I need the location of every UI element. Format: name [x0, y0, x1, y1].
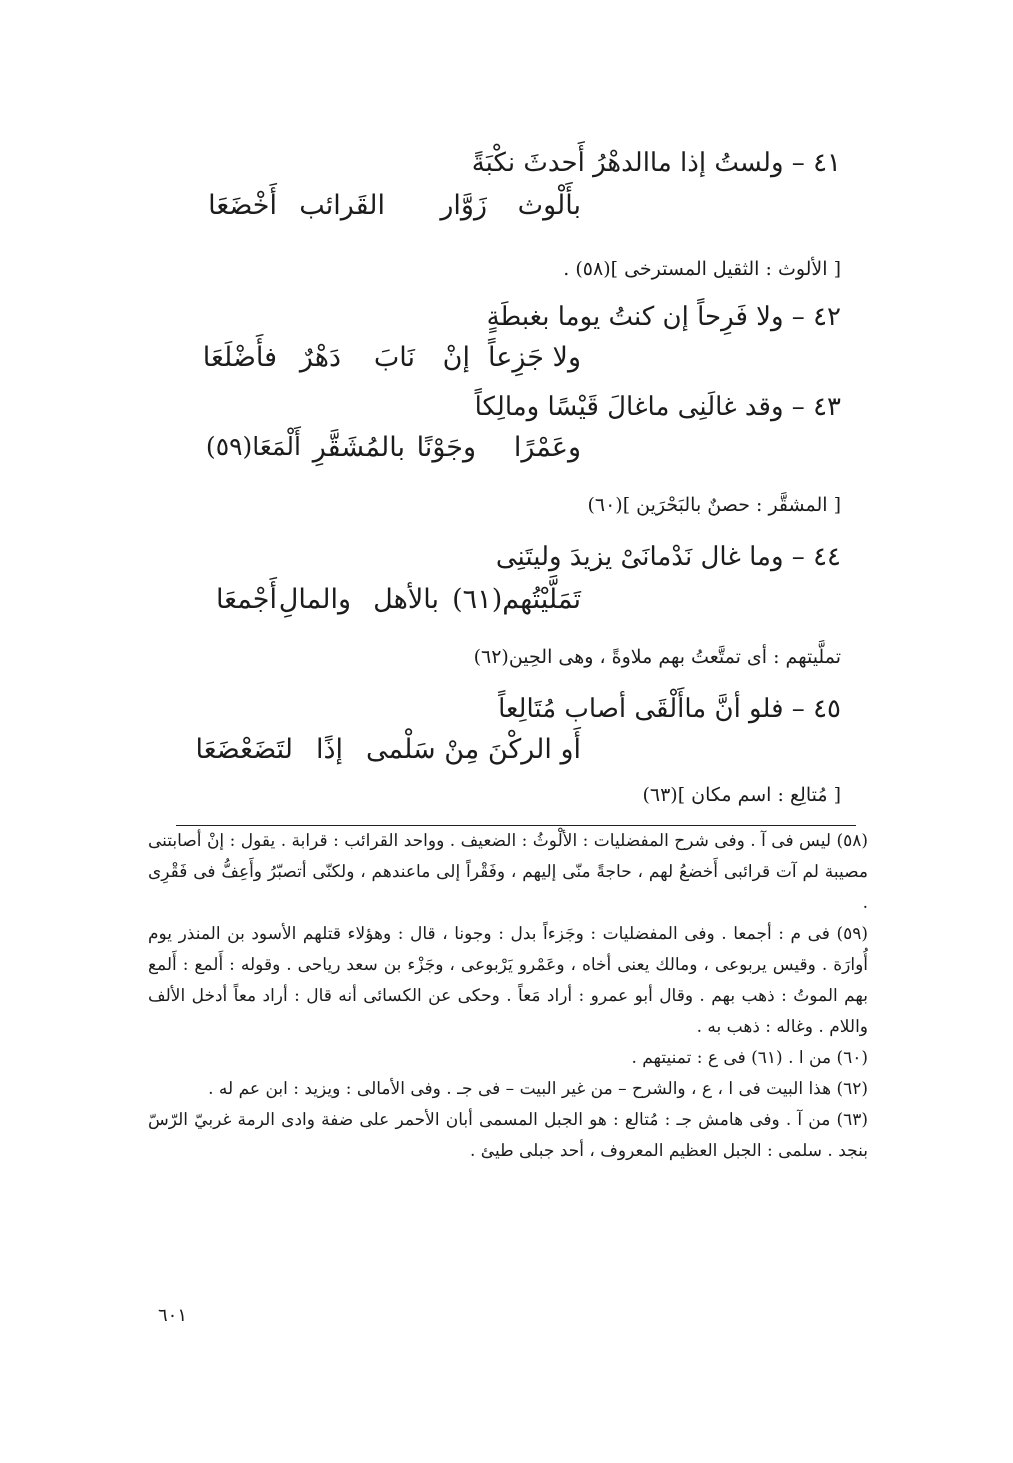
- verse-42-word: دَهْرٌ: [299, 342, 341, 373]
- footnote-60-61: (٦٠) من ا . (٦١) فى ع : تمنيتهم .: [631, 1048, 868, 1068]
- verse-42-first-hemistich: ٤٢ – ولا فَرِحاً إن كنتُ يوما بغبطَةٍ: [486, 302, 841, 332]
- verse-42-word: ولا جَزِعاً: [488, 342, 581, 373]
- verse-45-word: لتَضَعْضَعَا: [195, 734, 293, 765]
- verse-44-word: أَجْمعَا: [215, 584, 277, 615]
- page-number: ٦٠١: [158, 1305, 188, 1326]
- footnotes: [148, 826, 868, 1167]
- verse-41-word: القَرائب: [299, 190, 385, 221]
- verse-43-first-hemistich: ٤٣ – وقد غالَنِى ماغالَ قَيْسًا ومالِكاً: [474, 392, 841, 422]
- verse-43-word: وعَمْرًا: [513, 432, 581, 463]
- gloss-63: [ مُتالِع : اسم مكان ](٦٣): [642, 784, 841, 806]
- verse-44-word: والمالِ: [278, 584, 351, 615]
- verse-41-word: بأَلْوث: [517, 190, 581, 221]
- verse-44-word: بالأهل: [373, 584, 439, 615]
- footnote-63: (٦٣) من آ . وفى هامش جـ : مُتالع : هو الجبل المسمى أبان الأحمر على ضفة وادى الرمة غربيّ الرّسّ بنجد . سلمى : الجبل العظيم المعروف ، أحد جبلى طيئ .: [148, 1110, 868, 1161]
- verse-44-word: تَمَلَّيْتُهم(٦١): [452, 584, 581, 615]
- footnote-59: (٥٩) فى م : أجمعا . وفى المفضليات : وجَزءاً بدل : وجونا ، قال : وهؤلاء قتلهم الأسود بن المنذر يوم أُوارَة . وقيس يربوعى ، ومالك يعنى أخاه ، وعَمْرو يَرْبوعى ، وجَزْء بن سعد رياحى . وقوله : أَلمع : أَلمع بهم الموتُ : ذهب بهم . وقال أبو عمرو : أراد مَعاً . وحكى عن الكسائى أنه قال : أراد معاً أدخل الألف واللام . وغاله : ذهب به .: [148, 924, 868, 1037]
- gloss-60: [ المشقَّر : حصنٌ بالبَحْرَين ](٦٠): [587, 494, 841, 516]
- verse-43-word: بالمُشَقَّرِ: [312, 432, 405, 463]
- verse-45-word: إذًا: [315, 734, 343, 765]
- verse-42-word: إنْ: [442, 342, 470, 373]
- verse-41-word: زَوَّار: [440, 190, 487, 221]
- verse-45-word: أَو الركْنَ مِنْ سَلْمى: [365, 734, 581, 765]
- verse-43-word: أَلْمَعَا(٥٩): [205, 432, 301, 461]
- gloss-58: [ الألوث : الثقيل المسترخى ](٥٨) .: [563, 258, 841, 280]
- footnote-58: (٥٨) ليس فى آ . وفى شرح المفضليات : الألْوثُ : الضعيف . وواحد القرائب : قرابة . يقول : إنْ أصابتنى مصيبة لم آت قرائبى أَخضعُ لهم ، حاجةً منّى إليهم ، وفَقْراً إلى ماعندهم ، ولكنّى أتصبّرُ وأَعِفُّ فى فَقْرِى .: [148, 831, 868, 913]
- verse-45-first-hemistich: ٤٥ – فلو أنَّ ماأَلْقَى أصاب مُتَالِعاً: [498, 694, 841, 724]
- footnote-62: (٦٢) هذا البيت فى ا ، ع ، والشرح – من غير البيت – فى جـ . وفى الأمالى : ويزيد : ابن عم له .: [208, 1079, 868, 1099]
- verse-43-word: وجَوْنًا: [416, 432, 476, 463]
- verse-41-word: أَخْضَعَا: [208, 190, 277, 221]
- verse-44-first-hemistich: ٤٤ – وما غال نَدْمانَىْ يزيدَ وليتَنِى: [495, 542, 841, 572]
- verse-42-word: نَابَ: [373, 342, 415, 373]
- verse-42-word: فأَضْلَعَا: [202, 342, 277, 373]
- verse-41-first-hemistich: ٤١ – ولستُ إذا ماالدهْرُ أَحدثَ نكْبَةً: [471, 148, 841, 178]
- gloss-62: تملَّيتهم : أى تمتَّعتُ بهم ملاوةً ، وهى الحِين(٦٢): [473, 646, 841, 668]
